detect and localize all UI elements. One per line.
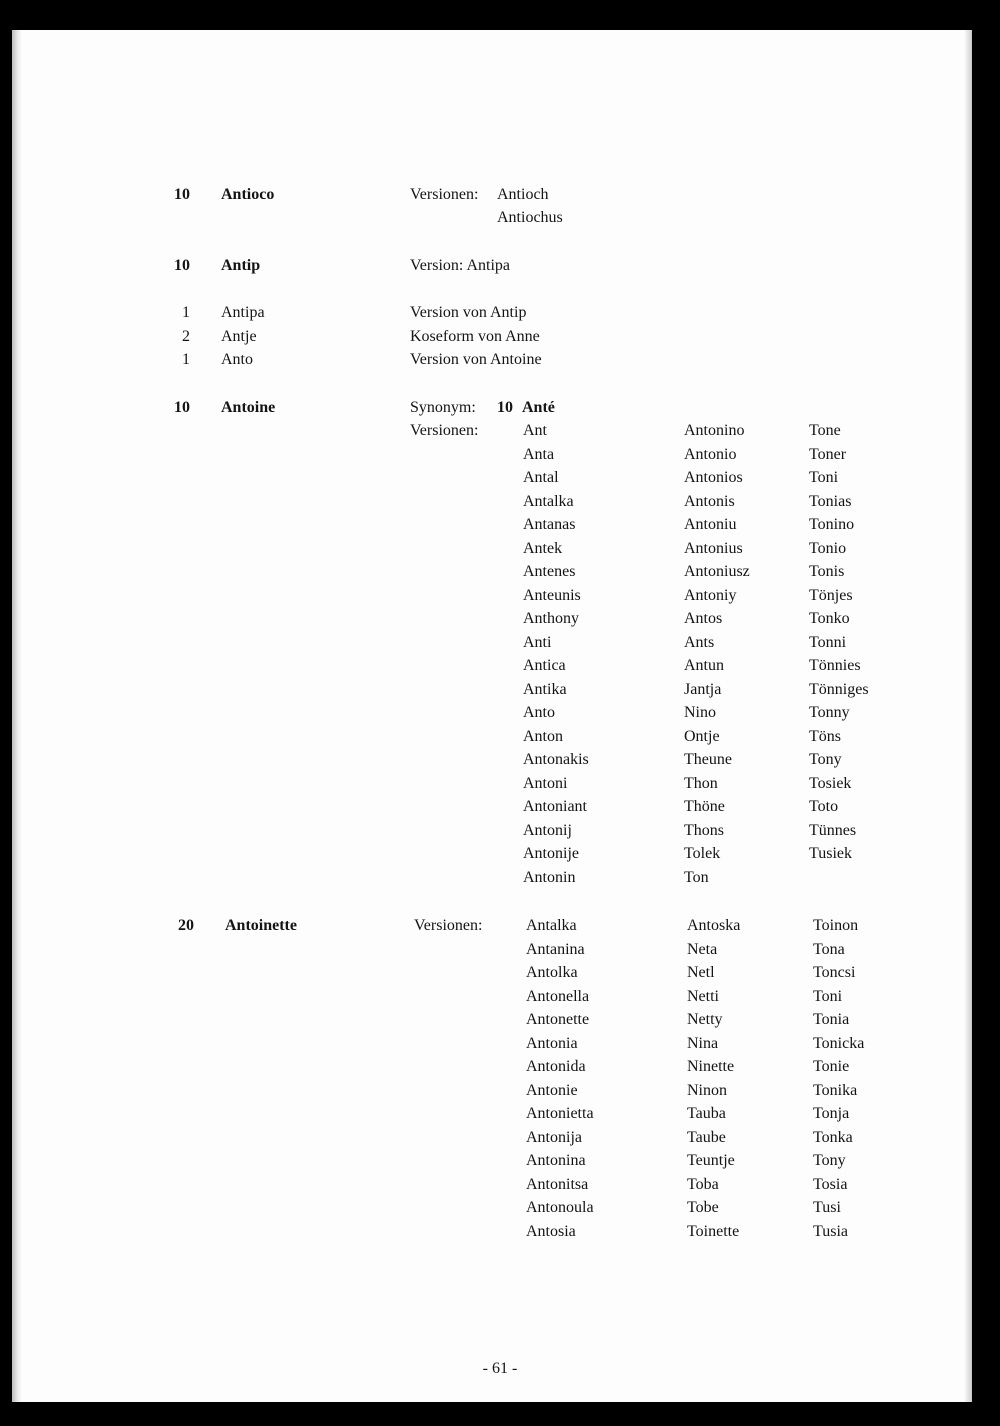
version-name: Antonis — [684, 492, 735, 510]
version-name: Anton — [523, 727, 563, 745]
version-column-2-antoinette — [687, 916, 740, 1245]
version-name: Tonias — [809, 492, 852, 510]
version-name: Antoniy — [684, 586, 737, 604]
book-spine-shadow — [12, 30, 22, 1402]
version-name: Tonika — [813, 1081, 858, 1099]
version-name: Toni — [809, 469, 839, 486]
entry-versions-label-antoine: Versionen: — [410, 422, 479, 439]
version-name: Antanas — [523, 516, 576, 533]
version-name: Antonella — [526, 987, 590, 1005]
version-name: Antonio — [684, 445, 737, 463]
entry-synonym-count-antoine: 10 — [497, 399, 513, 416]
version-name: Tonja — [813, 1105, 850, 1122]
version-name: Tönnies — [809, 657, 861, 674]
version-name: Antoniant — [523, 798, 587, 815]
version-name: Antalka — [526, 917, 577, 934]
version-name: Anthony — [523, 610, 579, 627]
version-name: Tonny — [809, 704, 850, 721]
version-name: Theune — [684, 751, 732, 768]
version-name: Antonietta — [526, 1105, 594, 1122]
entry-text-antip: Version: Antipa — [410, 257, 510, 274]
version-name: Neta — [687, 940, 718, 958]
entry-count-antipa: 1 — [182, 304, 190, 321]
version-name: Antanina — [526, 940, 585, 958]
version-name: Anto — [523, 704, 555, 721]
entry-count-antip: 10 — [174, 257, 190, 274]
entry-count-antoinette: 20 — [178, 917, 194, 934]
version-name: Netti — [687, 987, 719, 1005]
version-name: Antonin — [523, 868, 576, 886]
entry-versions-label-antoinette: Versionen: — [414, 917, 483, 934]
version-name: Anteunis — [523, 586, 581, 604]
version-name: Antonie — [526, 1081, 578, 1099]
version-name: Netl — [687, 964, 715, 981]
version-column-3-antoine — [809, 421, 869, 868]
version-name: Tünnes — [809, 821, 857, 839]
version-name: Tonka — [813, 1128, 853, 1146]
version-name: Antonija — [526, 1128, 582, 1146]
version-name: Antoska — [687, 917, 741, 934]
version-name: Tosia — [813, 1175, 848, 1193]
version-name: Tony — [813, 1152, 846, 1169]
entry-name-antoinette: Antoinette — [225, 917, 297, 934]
version-name: Antika — [523, 680, 567, 698]
version-column-2-antoine — [684, 421, 750, 891]
version-name: Teuntje — [687, 1152, 735, 1169]
version-name: Antonoula — [526, 1199, 594, 1216]
page-edge-shadow — [964, 30, 972, 1402]
version-name: Toni — [813, 987, 843, 1005]
version-name: Ninette — [687, 1058, 735, 1075]
version-name: Antonia — [526, 1034, 578, 1052]
entry-count-antoine: 10 — [174, 399, 190, 416]
entry-name-anto: Anto — [221, 351, 253, 368]
entry-name-antje: Antje — [221, 328, 257, 345]
entry-synonym-label-antoine: Synonym: — [410, 399, 476, 416]
version-name: Toncsi — [813, 964, 856, 981]
version-name: Töns — [809, 727, 841, 745]
version-name: Thons — [684, 821, 724, 839]
version-name: Antenes — [523, 563, 576, 580]
entry-text-anto: Version von Antoine — [410, 351, 542, 368]
version-name: Antal — [523, 469, 559, 486]
version-name: Anta — [523, 445, 555, 463]
version-name: Tonie — [813, 1058, 850, 1075]
version-name: Taube — [687, 1128, 726, 1146]
version-name: Antos — [684, 610, 723, 627]
page-number: - 61 - — [482, 1360, 518, 1377]
version-name: Antonios — [684, 469, 743, 486]
version-name: Antoniusz — [684, 563, 750, 580]
version-name: Toner — [809, 445, 847, 463]
version-name: Tonino — [809, 516, 855, 533]
entry-text-antipa: Version von Antip — [410, 304, 527, 321]
version-name: Ton — [684, 868, 709, 886]
version-name: Tonko — [809, 610, 850, 627]
entry-synonym-name-antoine: Anté — [522, 399, 555, 416]
version-name: Toba — [687, 1175, 719, 1193]
entry-name-antoine: Antoine — [221, 399, 276, 416]
entry-label-antioco: Versionen: — [410, 186, 479, 203]
version-name: Tonni — [809, 633, 847, 651]
version-name: Tönniges — [809, 680, 869, 698]
version-name: Antonije — [523, 845, 579, 862]
version-name: Tauba — [687, 1105, 726, 1122]
entry-text-antje: Koseform von Anne — [410, 328, 540, 345]
version-name: Antonij — [523, 821, 572, 839]
entry-count-anto: 1 — [182, 351, 190, 368]
version-name: Tona — [813, 940, 845, 958]
version-name: Antun — [684, 657, 724, 674]
version-name: Thon — [684, 774, 718, 792]
version-name: Toinon — [813, 917, 859, 934]
version-name: Tonia — [813, 1011, 850, 1028]
version-name: Anti — [523, 633, 552, 651]
entry-count-antioco: 10 — [174, 186, 190, 203]
version-name: Antolka — [526, 964, 578, 981]
version-name: Antonette — [526, 1011, 590, 1028]
version-name: Tusiek — [809, 845, 852, 862]
version-name: Tönjes — [809, 586, 853, 604]
version-name: Tonicka — [813, 1034, 865, 1052]
version-name: Antosia — [526, 1222, 576, 1240]
version-name: Tone — [809, 422, 841, 439]
version-name: Antek — [523, 539, 563, 557]
entry-name-antipa: Antipa — [221, 304, 265, 321]
entry-count-antje: 2 — [182, 328, 190, 345]
entry-version-antioch: Antioch — [497, 186, 549, 203]
version-name: Tobe — [687, 1199, 719, 1216]
version-column-1-antoinette — [526, 916, 594, 1245]
version-name: Antonida — [526, 1058, 586, 1075]
version-name: Antica — [523, 657, 566, 674]
version-name: Ninon — [687, 1081, 727, 1099]
version-name: Tusia — [813, 1222, 848, 1240]
version-name: Antoniu — [684, 516, 737, 533]
version-name: Toinette — [687, 1222, 740, 1240]
version-name: Thöne — [684, 798, 725, 815]
version-name: Jantja — [684, 680, 722, 698]
version-name: Nina — [687, 1034, 719, 1052]
version-name: Ants — [684, 633, 715, 651]
version-name: Tolek — [684, 845, 721, 862]
version-name: Antonino — [684, 422, 745, 439]
version-name: Antonakis — [523, 751, 589, 768]
version-column-3-antoinette — [813, 916, 864, 1245]
entry-version-antiochus: Antiochus — [497, 209, 563, 226]
version-name: Tosiek — [809, 774, 852, 792]
version-name: Tonis — [809, 563, 845, 580]
version-column-1-antoine — [523, 421, 589, 891]
version-name: Tony — [809, 751, 842, 768]
entry-name-antip: Antip — [221, 257, 261, 274]
version-name: Antoni — [523, 774, 568, 792]
version-name: Tonio — [809, 539, 847, 557]
version-name: Ontje — [684, 727, 720, 745]
version-name: Antalka — [523, 492, 574, 510]
version-name: Tusi — [813, 1199, 841, 1216]
version-name: Netty — [687, 1011, 723, 1028]
version-name: Ant — [523, 422, 547, 439]
version-name: Nino — [684, 704, 716, 721]
version-name: Antonius — [684, 539, 743, 557]
version-name: Antonitsa — [526, 1175, 589, 1193]
version-name: Toto — [809, 798, 839, 815]
version-name: Antonina — [526, 1152, 586, 1169]
entry-name-antioco: Antioco — [221, 186, 275, 203]
